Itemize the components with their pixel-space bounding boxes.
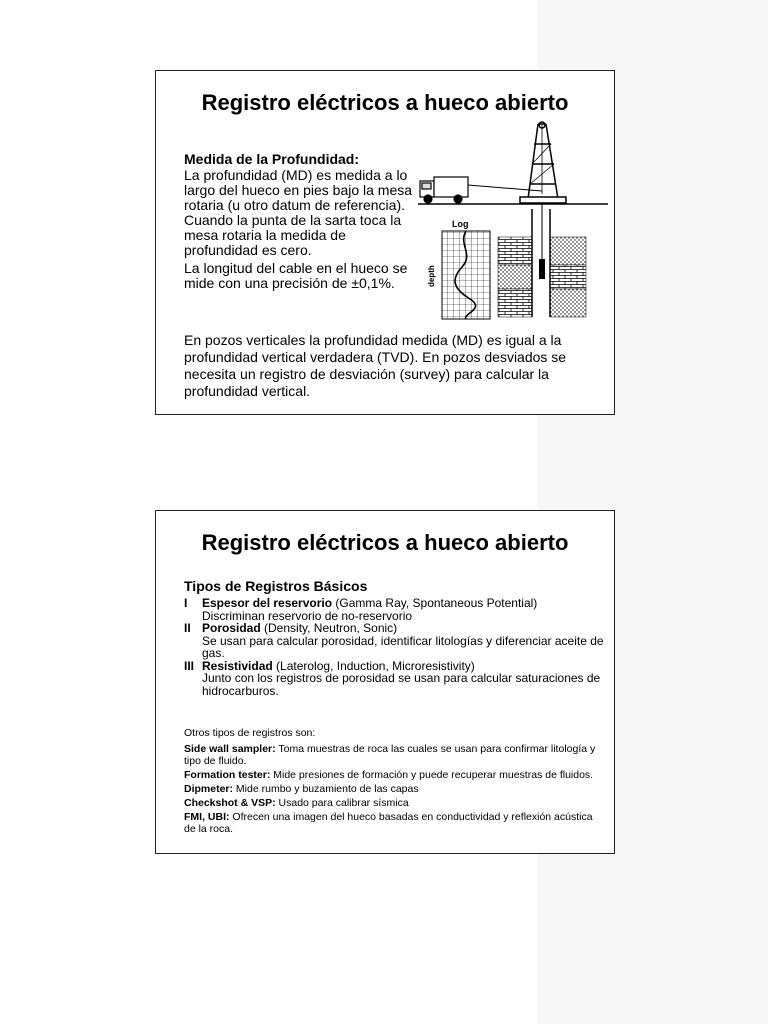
other-log-desc: Mide presiones de formación y puede recuperar muestras de fluidos. bbox=[270, 769, 594, 781]
item-number: I bbox=[184, 596, 188, 610]
log-types-list bbox=[184, 597, 604, 697]
slide-title: Registro eléctricos a hueco abierto bbox=[201, 90, 569, 115]
list-item bbox=[184, 660, 604, 698]
item-number: II bbox=[184, 621, 191, 635]
other-logs-intro: Otros tipos de registros son: bbox=[184, 727, 316, 739]
item-detail: (Gamma Ray, Spontaneous Potential) bbox=[332, 596, 538, 610]
other-log-item bbox=[184, 769, 604, 781]
item-name: Porosidad bbox=[202, 621, 261, 635]
other-log-desc: Toma muestras de roca las cuales se usan para confirmar litología y tipo de fluido. bbox=[184, 743, 596, 767]
other-logs-section bbox=[184, 727, 604, 837]
item-description: Se usan para calcular porosidad, identificar litologías y diferenciar aceite de gas. bbox=[202, 633, 604, 660]
item-detail: (Laterolog, Induction, Microresistivity) bbox=[272, 658, 475, 673]
other-log-name: FMI, UBI: bbox=[184, 811, 230, 823]
other-log-desc: Mide rumbo y buzamiento de las capas bbox=[233, 783, 419, 795]
item-description: Junto con los registros de porosidad se usan para calcular saturaciones de hidrocarburos. bbox=[202, 671, 601, 698]
item-name: Espesor del reservorio bbox=[202, 596, 333, 610]
slide-2 bbox=[155, 510, 615, 854]
depth-label: depth bbox=[427, 265, 436, 287]
log-track-icon bbox=[442, 231, 490, 319]
paragraph-cable-precision: La longitud del cable en el hueco se mide con una precisión de ±0,1%. bbox=[184, 260, 408, 291]
derrick-icon bbox=[520, 122, 566, 203]
item-name: Resistividad bbox=[202, 658, 273, 673]
other-log-item bbox=[184, 743, 604, 767]
borehole-icon bbox=[498, 203, 586, 317]
other-log-item bbox=[184, 811, 604, 835]
section-heading: Medida de la Profundidad: bbox=[184, 151, 360, 167]
other-log-name: Checkshot & VSP: bbox=[184, 797, 276, 809]
item-detail: (Density, Neutron, Sonic) bbox=[260, 621, 398, 635]
other-log-item bbox=[184, 783, 604, 795]
log-label: Log bbox=[452, 219, 469, 229]
other-log-desc: Ofrecen una imagen del hueco basadas en conductividad y reflexión acústica de la roca. bbox=[184, 811, 593, 835]
section-heading: Tipos de Registros Básicos bbox=[184, 578, 368, 594]
list-item bbox=[184, 597, 604, 622]
slide-title: Registro eléctricos a hueco abierto bbox=[201, 530, 569, 555]
paragraph-depth-measure: La profundidad (MD) es medida a lo largo del hueco en pies bajo la mesa rotaria (u otro datum de referencia). Cuando la punta de la sarta toca la mesa rotaria la medida de profundidad es cero. bbox=[184, 167, 413, 258]
other-log-item bbox=[184, 797, 604, 809]
other-log-desc: Usado para calibrar sísmica bbox=[275, 797, 409, 809]
slide-1 bbox=[155, 70, 615, 415]
other-log-name: Side wall sampler: bbox=[184, 743, 276, 755]
wireline-rig-diagram bbox=[418, 119, 608, 329]
paragraph-md-tvd: En pozos verticales la profundidad medida (MD) es igual a la profundidad vertical verdadera (TVD). En pozos desviados se necesita un registro de desviación (survey) para calcular la profundidad vertical. bbox=[184, 332, 567, 399]
item-number: III bbox=[184, 658, 195, 673]
other-log-name: Dipmeter: bbox=[184, 783, 234, 795]
list-item bbox=[184, 622, 604, 660]
other-log-name: Formation tester: bbox=[184, 769, 271, 781]
item-description: Discriminan reservorio de no-reservorio bbox=[202, 608, 413, 623]
